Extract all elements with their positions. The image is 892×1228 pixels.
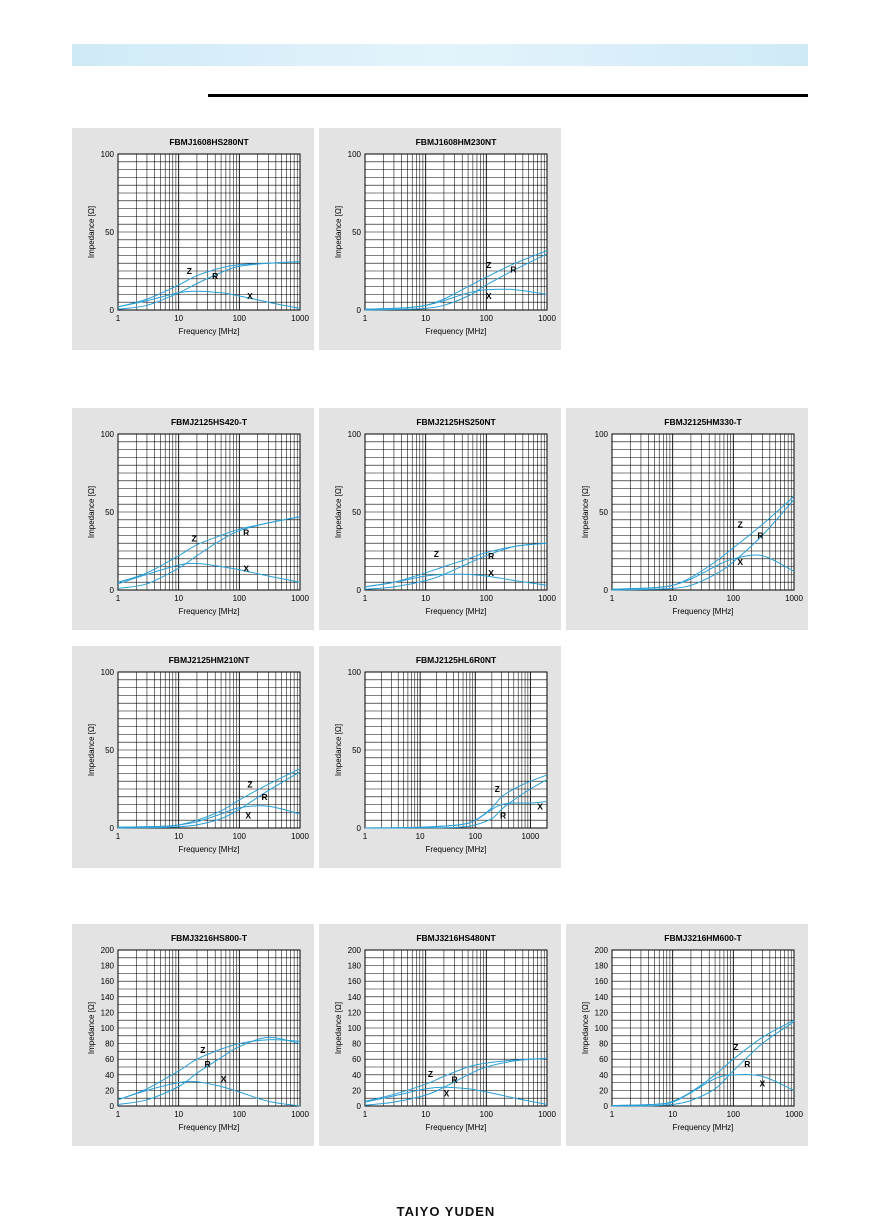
x-tick-label: 100 xyxy=(232,832,247,841)
y-tick-label: 100 xyxy=(594,430,608,439)
x-tick-label: 1 xyxy=(115,314,121,323)
y-tick-label: 50 xyxy=(105,508,114,517)
y-tick-label: 180 xyxy=(594,961,608,971)
y-tick-label: 0 xyxy=(356,586,361,595)
curve-label-x: X xyxy=(486,291,492,302)
x-tick-label: 10 xyxy=(421,1110,431,1119)
y-tick-label: 100 xyxy=(100,1024,114,1033)
curve-label-r: R xyxy=(204,1059,211,1069)
y-tick-label: 40 xyxy=(352,1070,361,1080)
y-tick-label: 100 xyxy=(347,150,361,159)
curve-label-x: X xyxy=(245,810,252,821)
curve-label-x: X xyxy=(488,567,494,578)
x-tick-label: 1 xyxy=(115,594,121,603)
curve-label-z: Z xyxy=(200,1044,206,1055)
x-tick-label: 1 xyxy=(362,832,368,841)
x-axis-label: Frequency [MHz] xyxy=(672,1123,734,1132)
y-tick-label: 60 xyxy=(352,1055,361,1065)
chart-title: FBMJ1608HS280NT xyxy=(169,137,249,147)
chart-title: FBMJ2125HM330-T xyxy=(664,417,742,427)
x-axis-label: Frequency [MHz] xyxy=(425,1123,487,1132)
chart-svg xyxy=(319,646,561,868)
chart-title: FBMJ3216HS480NT xyxy=(416,933,496,943)
y-tick-label: 100 xyxy=(347,1024,361,1033)
y-tick-label: 80 xyxy=(105,1039,114,1049)
y-tick-label: 140 xyxy=(347,992,361,1002)
x-axis-label: Frequency [MHz] xyxy=(672,607,734,616)
y-tick-label: 0 xyxy=(109,824,114,833)
y-tick-label: 60 xyxy=(105,1055,114,1065)
y-tick-label: 20 xyxy=(599,1086,608,1096)
x-tick-label: 100 xyxy=(232,1110,247,1119)
chart-panel-9 xyxy=(319,924,561,1146)
x-tick-label: 1 xyxy=(362,1110,368,1119)
header-band xyxy=(72,44,808,66)
curve-label-r: R xyxy=(510,264,517,275)
x-axis-label: Frequency [MHz] xyxy=(178,1123,240,1132)
y-tick-label: 120 xyxy=(347,1008,361,1018)
curve-label-z: Z xyxy=(191,533,197,544)
chart-svg xyxy=(319,128,561,350)
curve-label-r: R xyxy=(500,810,507,821)
y-tick-label: 100 xyxy=(100,150,114,159)
x-axis-label: Frequency [MHz] xyxy=(178,327,240,336)
chart-svg xyxy=(319,924,561,1146)
curve-label-z: Z xyxy=(427,1069,434,1080)
chart-panel-5 xyxy=(566,408,808,630)
x-tick-label: 1000 xyxy=(291,594,309,603)
curve-label-z: Z xyxy=(186,266,192,277)
y-axis-label: Impedance [Ω] xyxy=(334,1001,343,1055)
chart-svg xyxy=(319,408,561,630)
x-tick-label: 10 xyxy=(668,1110,678,1119)
chart-title: FBMJ1608HM230NT xyxy=(415,137,497,147)
chart-svg xyxy=(72,646,314,868)
x-tick-label: 1 xyxy=(362,314,368,323)
x-tick-label: 100 xyxy=(479,594,494,603)
chart-panel-3 xyxy=(72,408,314,630)
y-axis-label: Impedance [Ω] xyxy=(334,723,343,777)
x-tick-label: 1000 xyxy=(291,1110,309,1119)
y-tick-label: 140 xyxy=(100,992,114,1002)
x-tick-label: 100 xyxy=(232,314,247,323)
curve-label-x: X xyxy=(737,557,744,568)
y-axis-label: Impedance [Ω] xyxy=(581,485,590,539)
curve-label-z: Z xyxy=(494,784,500,795)
chart-svg xyxy=(566,924,808,1146)
y-tick-label: 200 xyxy=(100,946,114,955)
y-tick-label: 40 xyxy=(599,1070,608,1080)
y-tick-label: 120 xyxy=(100,1008,114,1018)
chart-svg xyxy=(72,408,314,630)
y-tick-label: 120 xyxy=(594,1008,608,1018)
curve-label-z: Z xyxy=(733,1041,739,1052)
x-tick-label: 1000 xyxy=(291,832,309,841)
y-tick-label: 0 xyxy=(356,824,361,833)
x-axis-label: Frequency [MHz] xyxy=(178,845,240,854)
x-tick-label: 100 xyxy=(232,594,247,603)
y-tick-label: 20 xyxy=(105,1086,114,1096)
curve-label-x: X xyxy=(443,1088,450,1099)
chart-svg xyxy=(72,128,314,350)
y-tick-label: 20 xyxy=(352,1086,361,1096)
x-tick-label: 100 xyxy=(726,1110,741,1119)
y-axis-label: Impedance [Ω] xyxy=(334,485,343,539)
x-tick-label: 10 xyxy=(421,594,431,603)
y-tick-label: 200 xyxy=(347,946,361,955)
y-axis-label: Impedance [Ω] xyxy=(581,1001,590,1055)
curve-label-r: R xyxy=(744,1059,751,1069)
y-tick-label: 50 xyxy=(599,508,608,517)
x-tick-label: 10 xyxy=(415,832,425,841)
curve-label-z: Z xyxy=(433,549,439,560)
curve-label-z: Z xyxy=(247,779,253,790)
chart-panel-2 xyxy=(319,128,561,350)
y-tick-label: 160 xyxy=(100,977,114,987)
y-tick-label: 160 xyxy=(594,977,608,987)
x-tick-label: 100 xyxy=(468,832,482,841)
x-tick-label: 1 xyxy=(115,1110,121,1119)
y-tick-label: 0 xyxy=(603,1102,608,1111)
y-tick-label: 40 xyxy=(105,1070,114,1080)
x-tick-label: 1000 xyxy=(291,314,309,323)
header-rule xyxy=(208,94,808,97)
y-axis-label: Impedance [Ω] xyxy=(87,1001,96,1055)
x-tick-label: 10 xyxy=(174,314,184,323)
x-tick-label: 100 xyxy=(479,314,494,323)
curve-label-r: R xyxy=(212,270,219,281)
curve-label-r: R xyxy=(488,550,495,561)
x-tick-label: 1000 xyxy=(785,594,803,603)
y-tick-label: 0 xyxy=(109,586,114,595)
chart-panel-10 xyxy=(566,924,808,1146)
y-tick-label: 80 xyxy=(599,1039,608,1049)
y-tick-label: 50 xyxy=(105,228,114,237)
y-tick-label: 50 xyxy=(105,746,114,755)
y-tick-label: 200 xyxy=(594,946,608,955)
chart-title: FBMJ2125HS250NT xyxy=(416,417,496,427)
x-tick-label: 1000 xyxy=(521,832,540,841)
x-tick-label: 100 xyxy=(479,1110,494,1119)
chart-title: FBMJ3216HM600-T xyxy=(664,933,742,943)
y-tick-label: 100 xyxy=(594,1024,608,1033)
y-tick-label: 180 xyxy=(347,961,361,971)
x-axis-label: Frequency [MHz] xyxy=(425,607,487,616)
x-tick-label: 1 xyxy=(609,594,615,603)
y-tick-label: 0 xyxy=(356,1102,361,1111)
chart-title: FBMJ2125HS420-T xyxy=(170,417,248,427)
x-tick-label: 1000 xyxy=(785,1110,803,1119)
x-tick-label: 1000 xyxy=(538,314,556,323)
y-tick-label: 160 xyxy=(347,977,361,987)
curve-label-x: X xyxy=(243,563,250,574)
y-tick-label: 100 xyxy=(100,668,114,677)
x-tick-label: 100 xyxy=(726,594,741,603)
x-axis-label: Frequency [MHz] xyxy=(425,845,487,854)
chart-svg xyxy=(72,924,314,1146)
y-tick-label: 60 xyxy=(599,1055,608,1065)
y-tick-label: 0 xyxy=(356,306,361,315)
curve-label-r: R xyxy=(451,1074,458,1085)
curve-label-x: X xyxy=(220,1073,227,1084)
y-axis-label: Impedance [Ω] xyxy=(87,205,96,259)
x-axis-label: Frequency [MHz] xyxy=(178,607,240,616)
y-tick-label: 50 xyxy=(352,508,361,517)
y-tick-label: 100 xyxy=(347,668,361,677)
y-tick-label: 50 xyxy=(352,228,361,237)
y-tick-label: 0 xyxy=(603,586,608,595)
y-tick-label: 100 xyxy=(100,430,114,439)
curve-label-x: X xyxy=(537,801,543,812)
y-tick-label: 140 xyxy=(594,992,608,1002)
chart-title: FBMJ3216HS800-T xyxy=(170,933,248,943)
x-tick-label: 1 xyxy=(362,594,368,603)
y-axis-label: Impedance [Ω] xyxy=(87,485,96,539)
y-tick-label: 50 xyxy=(352,746,361,755)
chart-panel-1 xyxy=(72,128,314,350)
curve-label-z: Z xyxy=(737,519,743,530)
curve-label-r: R xyxy=(757,530,764,541)
y-tick-label: 0 xyxy=(109,306,114,315)
curve-label-x: X xyxy=(759,1078,766,1089)
chart-panel-6 xyxy=(72,646,314,868)
x-tick-label: 10 xyxy=(421,314,431,323)
chart-svg xyxy=(566,408,808,630)
chart-title: FBMJ2125HL6R0NT xyxy=(415,655,497,665)
x-tick-label: 10 xyxy=(668,594,678,603)
y-axis-label: Impedance [Ω] xyxy=(334,205,343,259)
chart-panel-8 xyxy=(72,924,314,1146)
x-tick-label: 1000 xyxy=(538,1110,556,1119)
curve-label-z: Z xyxy=(486,259,492,270)
curve-label-r: R xyxy=(261,791,268,802)
chart-panel-7 xyxy=(319,646,561,868)
footer-brand: TAIYO YUDEN xyxy=(396,1204,496,1219)
curve-label-x: X xyxy=(247,291,253,302)
x-tick-label: 10 xyxy=(174,1110,184,1119)
chart-panel-4 xyxy=(319,408,561,630)
y-tick-label: 80 xyxy=(352,1039,361,1049)
x-tick-label: 10 xyxy=(174,832,184,841)
x-tick-label: 1000 xyxy=(538,594,556,603)
y-tick-label: 0 xyxy=(109,1102,114,1111)
x-tick-label: 1 xyxy=(609,1110,615,1119)
x-axis-label: Frequency [MHz] xyxy=(425,327,487,336)
chart-title: FBMJ2125HM210NT xyxy=(168,655,250,665)
x-tick-label: 10 xyxy=(174,594,184,603)
x-tick-label: 1 xyxy=(115,832,121,841)
y-tick-label: 100 xyxy=(347,430,361,439)
y-axis-label: Impedance [Ω] xyxy=(87,723,96,777)
y-tick-label: 180 xyxy=(100,961,114,971)
curve-label-r: R xyxy=(243,527,250,538)
